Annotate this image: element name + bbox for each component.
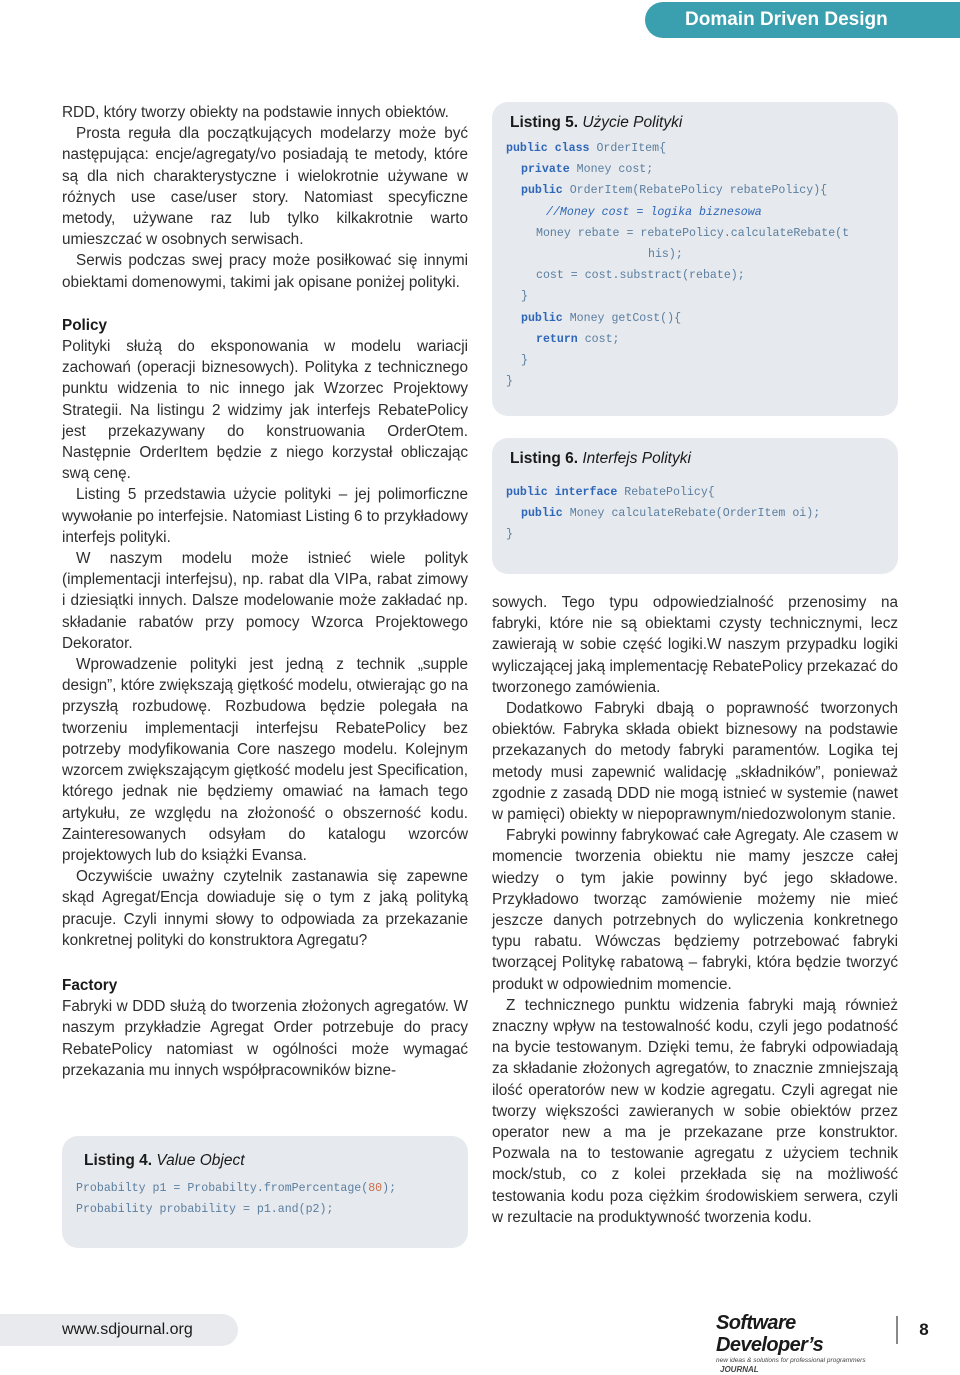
code-text: RebatePolicy{ <box>617 486 715 499</box>
code-keyword: private <box>521 163 570 177</box>
code-keyword: public <box>521 184 563 198</box>
code-text: Probability probability = p1.and(p2); <box>76 1203 334 1217</box>
code-line <box>506 180 898 201</box>
heading-policy: Policy <box>62 316 108 334</box>
code-line: } <box>521 354 528 368</box>
logo-journal-word: JOURNAL <box>720 1365 759 1374</box>
code-line <box>506 482 898 503</box>
paragraph: Oczywiście uważny czytelnik zastanawia się zapewne skąd Agregat/Encja dowiaduje się o tym z jaką polityką pracuje. Czyli innymi słowy to odpowiada za przekazanie konkretnej polityki do konstruktora Agregatu? <box>62 868 468 949</box>
footer-url-pill <box>0 1314 238 1346</box>
right-column <box>492 592 898 1228</box>
listing-label: Listing 6. <box>510 450 579 467</box>
website-link[interactable]: www.sdjournal.org <box>62 1321 193 1338</box>
footer-divider <box>896 1316 898 1344</box>
paragraph: Z technicznego punktu widzenia fabryki mają również znaczny wpływ na testowalność kodu, czyli jego podatność na bycie testowanym. Dzięki temu, że fabryki odpowiadają za składanie złożonych agregatów, to znacznie zmniejszają ilość operatorów new w kodzie agregatu. Czyli agregat nie tworzy większości zawieranych w sobie obiektów przez operator new a ma je przekazane prze konstruktor. Pozwala na to testowanie agregatu z użyciem technik mock/stub, co z kolei przekłada się na możliwość testowania kodu poza ciężkim środowiskiem serwera, czyli w rezultacie na produktywność tworzenia kodu. <box>492 996 898 1226</box>
code-line: Money rebate = rebatePolicy.calculateRebate(t <box>536 226 850 240</box>
code-text: Money getCost(){ <box>562 311 682 325</box>
code-text: OrderItem(RebatePolicy rebatePolicy){ <box>562 184 828 198</box>
listing-5-title <box>506 114 898 132</box>
paragraph: Prosta reguła dla początkujących modelarzy może być następująca: encje/agregaty/vo posiadają te metody, które są dla nich charakterystyczne i wielokrotnie używane w różnych use case/user story. Natomiast specyficzne metody, używane raz lub tylko kilkakrotnie warto umieszczać w osobnych serwisach. <box>62 125 468 249</box>
code-keyword: public class <box>506 142 590 155</box>
code-line: } <box>506 375 513 389</box>
listing-6-title <box>506 450 898 468</box>
code-text: cost; <box>577 332 620 346</box>
code-line <box>76 1178 468 1199</box>
code-text: Money calculateRebate(OrderItem oi); <box>562 507 821 521</box>
code-text: Probabilty p1 = Probabilty.fromPercentage( <box>76 1182 369 1195</box>
code-text: Money cost; <box>569 163 654 177</box>
logo-tagline-text: new ideas & solutions for professional programmers <box>716 1357 866 1364</box>
section-title: Domain Driven Design <box>685 9 888 30</box>
journal-logo <box>716 1312 892 1374</box>
code-keyword: public <box>521 507 563 521</box>
paragraph: W naszym modelu może istnieć wiele polityk (implementacji interfejsu), np. rabat dla VIPa, rabat zimowy i dziesiątki innych. Dalsze modelowanie może zakładać np. składanie rabatów przy pomocy Wzorca Projektowego Dekorator. <box>62 550 468 652</box>
logo-title: Software Developer’s <box>716 1312 824 1356</box>
code-comment: //Money cost = logika biznesowa <box>546 205 762 219</box>
code-line: cost = cost.substract(rebate); <box>536 269 745 283</box>
code-line <box>506 159 898 180</box>
listing-4-box <box>62 1136 468 1248</box>
paragraph: Polityki służą do eksponowania w modelu wariacji zachowań (operacji biznesowych). Polityka z technicznego punktu widzenia to nic innego jak Wzorzec Projektowy Strategii. Na listingu 2 widzimy jak interfejs RebatePolicy jest przekazywany do konstruowania OrderOtem. Następnie OrderItem będzie z niego korzystał obliczając swą cenę. <box>62 338 468 483</box>
code-keyword: public interface <box>506 486 618 499</box>
left-column <box>62 102 468 1081</box>
listing-title: Value Object <box>156 1152 245 1169</box>
code-line <box>76 1199 468 1220</box>
listing-label: Listing 4. <box>84 1152 153 1169</box>
paragraph: sowych. Tego typu odpowiedzialność przenosimy na fabryki, które nie są obiektami czysty technicznymi, lecz zawierają w sobie część logiki.W naszym przypadku logiki wyliczającej jaką implementację RebatePolicy przekazać do tworzonego zamówienia. <box>492 594 898 696</box>
paragraph: RDD, który tworzy obiekty na podstawie innych obiektów. <box>62 104 449 121</box>
code-line: } <box>521 290 528 304</box>
paragraph: Dodatkowo Fabryki dbają o poprawność tworzonych obiektów. Fabryka składa obiekt biznesowy na podstawie przekazanych do metody fabryki paramentów. Logika tej metody musi zapewnić walidację „składników”, ponieważ zgodnie z zasadą DDD nie mogą istnieć w systemie (nawet w pamięci) obiekty w niepoprawnym/niedozwolonym stanie. <box>492 700 898 824</box>
code-number: 80 <box>368 1182 383 1195</box>
paragraph: Fabryki powinny fabrykować całe Agregaty. Ale czasem w momencie tworzenia obiektu nie mamy jeszcze całej wiedzy o tym jakie powinny być jego składowe. Przykładowo tworząc zamówienie możemy nie mieć jeszcze danych potrzebnych do wyliczenia konkretnego typu rabatu. Wówczas będziemy potrzebować fabryki tworzącej Politykę rabatową – fabryki, która będzie tworzyć produkt w odpowiednim momencie. <box>492 827 898 993</box>
paragraph: Listing 5 przedstawia użycie polityki – jej polimorficzne wywołanie po interfejsie. Natomiast Listing 6 to przykładowy interfejs polityki. <box>62 486 468 546</box>
page-number: 8 <box>919 1320 929 1339</box>
logo-tagline <box>716 1356 892 1375</box>
paragraph: Serwis podczas swej pracy może posiłkować się innymi obiektami domenowymi, takimi jak opisane poniżej polityki. <box>62 252 468 291</box>
code-line <box>506 138 898 159</box>
listing-title: Interfejs Polityki <box>582 450 691 467</box>
code-line: his); <box>648 248 683 262</box>
section-title-tab <box>645 2 960 38</box>
code-text: OrderItem{ <box>589 142 667 155</box>
listing-title: Użycie Polityki <box>582 114 683 131</box>
code-line <box>506 329 898 350</box>
code-line <box>506 308 898 329</box>
code-keyword: public <box>521 311 563 325</box>
paragraph: Wprowadzenie polityki jest jedną z technik „supple design”, które zwiększają giętkość modelu, otwierając go na przyszłą rozbudowę. Rozbudowa będzie polegała na tworzeniu implementacji interfejsu RebatePolicy bez potrzeby modyfikowania Core naszego modelu. Kolejnym wzorcem zwiększającym giętkość modelu jest Specification, którego jednak nie będziemy omawiać na łamach tego artykułu, ze względu na złożoność o obszerność kodu. Zainteresowanych odsyłam do katalogu wzorców projektowych lub do książki Evansa. <box>62 656 468 864</box>
listing-5-box <box>492 102 898 416</box>
heading-factory: Factory <box>62 976 118 994</box>
listing-4-title <box>76 1152 468 1170</box>
code-keyword: return <box>536 332 578 346</box>
listing-6-box <box>492 438 898 574</box>
listing-label: Listing 5. <box>510 114 579 131</box>
code-line: } <box>506 528 513 542</box>
code-text: ); <box>382 1182 397 1195</box>
code-line <box>506 503 898 524</box>
paragraph: Fabryki w DDD służą do tworzenia złożonych agregatów. W naszym przykładzie Agregat Order potrzebuje do pracy RebatePolicy natomiast w ogólności może wymagać przekazania mu innych współpracowników bizne- <box>62 998 468 1079</box>
